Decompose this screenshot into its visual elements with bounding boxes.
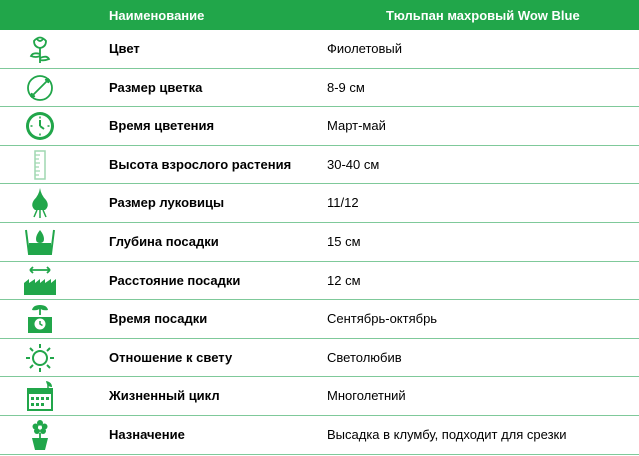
row-name: Расстояние посадки [109, 272, 241, 288]
row-name: Время цветения [109, 118, 215, 134]
planting-time-icon [20, 303, 60, 335]
row-name: Жизненный цикл [109, 388, 220, 404]
row-value: Сентябрь-октябрь [327, 311, 438, 327]
row-name: Высота взрослого растения [109, 156, 292, 172]
row-value: Светолюбив [327, 349, 402, 365]
table-row [0, 69, 639, 108]
row-value: 8-9 см [327, 79, 365, 95]
bulb-icon [20, 187, 60, 219]
calendar-icon [20, 380, 60, 412]
row-name: Глубина посадки [109, 233, 219, 249]
table-row [0, 184, 639, 223]
sun-icon [20, 342, 60, 374]
table-row [0, 339, 639, 378]
ruler-icon [20, 149, 60, 181]
table-row [0, 107, 639, 146]
clock-icon [20, 110, 60, 142]
header-product-column: Тюльпан махровый Wow Blue [386, 8, 580, 23]
flowerpot-icon [20, 419, 60, 451]
table-row [0, 30, 639, 69]
row-name: Время посадки [109, 311, 208, 327]
row-value: 11/12 [327, 195, 359, 211]
row-name: Назначение [109, 426, 185, 442]
planting-depth-icon [20, 226, 60, 258]
flower-size-icon [20, 72, 60, 104]
row-name: Цвет [109, 41, 140, 56]
row-value: Многолетний [327, 388, 406, 404]
header-name-column: Наименование [109, 8, 205, 23]
row-value: Фиолетовый [327, 41, 403, 56]
table-row [0, 146, 639, 185]
row-name: Размер цветка [109, 79, 203, 95]
table-row [0, 223, 639, 262]
row-name: Отношение к свету [109, 349, 233, 365]
row-value: Март-май [327, 118, 386, 134]
rose-icon [20, 33, 60, 65]
row-value: 15 см [327, 233, 361, 249]
spacing-icon [20, 265, 60, 297]
table-header [0, 0, 639, 30]
table-row [0, 416, 639, 455]
row-value: 12 см [327, 272, 361, 288]
row-name: Размер луковицы [109, 195, 225, 211]
table-row [0, 300, 639, 339]
table-row [0, 377, 639, 416]
row-value: 30-40 см [327, 156, 380, 172]
row-value: Высадка в клумбу, подходит для срезки [327, 426, 567, 442]
table-row [0, 262, 639, 301]
